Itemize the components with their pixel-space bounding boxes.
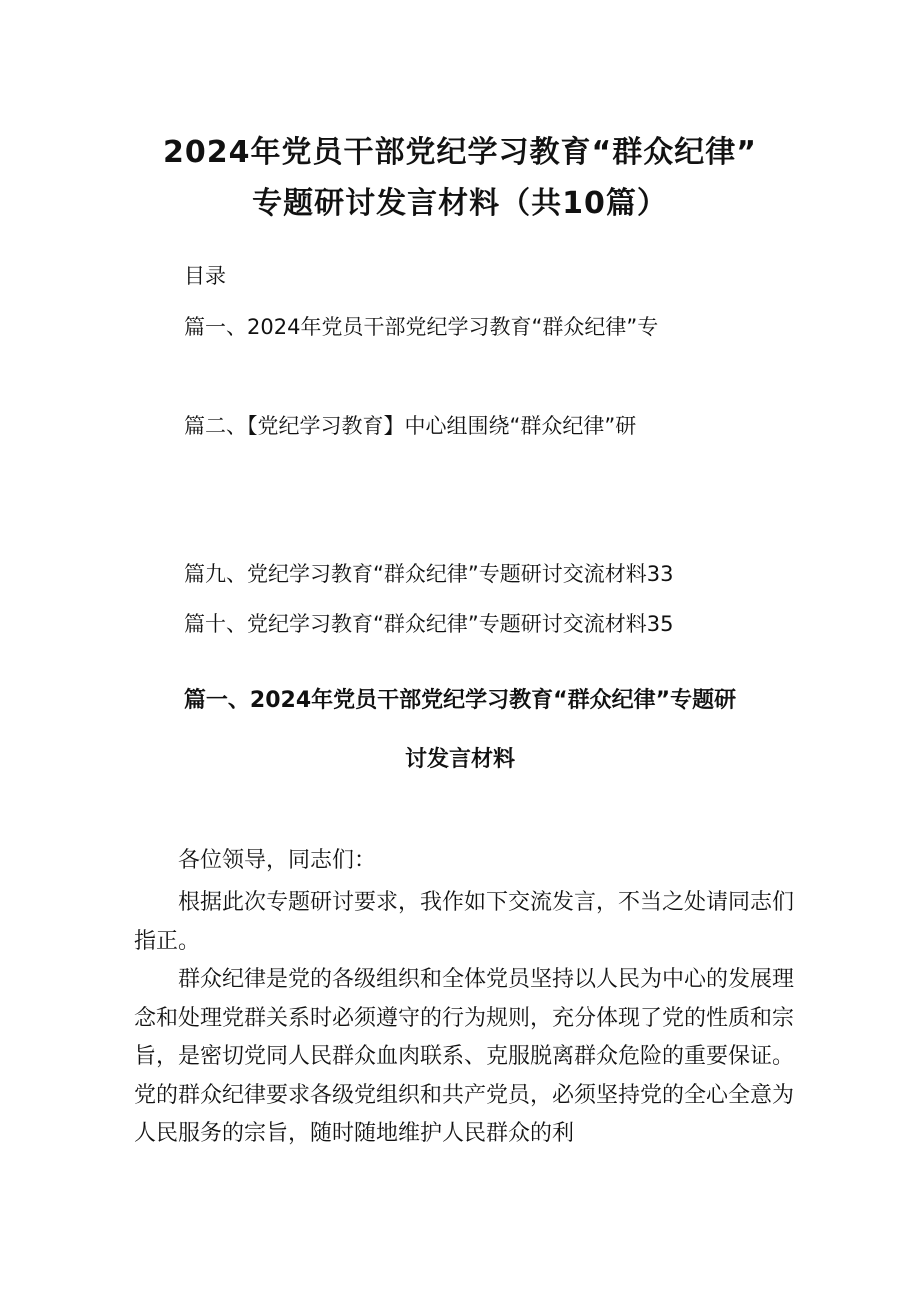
toc-heading: 目录 <box>184 264 226 288</box>
greeting: 各位领导，同志们： <box>178 848 377 873</box>
document-title-line-2: 专题研讨发言材料（共10篇） <box>252 186 668 221</box>
toc-entry-1: 篇一、2024年党员干部党纪学习教育“群众纪律”专 <box>184 315 659 339</box>
toc-entry-2: 篇二、【党纪学习教育】中心组围绕“群众纪律”研 <box>184 414 637 438</box>
toc-entry-10: 篇十、党纪学习教育“群众纪律”专题研讨交流材料35 <box>184 612 674 636</box>
section-title-line-2: 讨发言材料 <box>404 747 515 772</box>
body-paragraph-2: 群众纪律是党的各级组织和全体党员坚持以人民为中心的发展理念和处理党群关系时必须遵守的行为规则，充分体现了党的性质和宗旨，是密切党同人民群众血肉联系、克服脱离群众危险的重要保证。党的群众纪律要求各级党组织和共产党员，必须坚持党的全心全意为人民服务的宗旨，随时随地维护人民群众的利 <box>134 967 794 1146</box>
section-title-line-1: 篇一、2024年党员干部党纪学习教育“群众纪律”专题研 <box>183 688 737 713</box>
body-paragraph-1: 根据此次专题研讨要求，我作如下交流发言，不当之处请同志们指正。 <box>134 890 795 954</box>
document-title-line-1: 2024年党员干部党纪学习教育“群众纪律” <box>163 135 757 170</box>
toc-entry-9: 篇九、党纪学习教育“群众纪律”专题研讨交流材料33 <box>184 562 674 586</box>
